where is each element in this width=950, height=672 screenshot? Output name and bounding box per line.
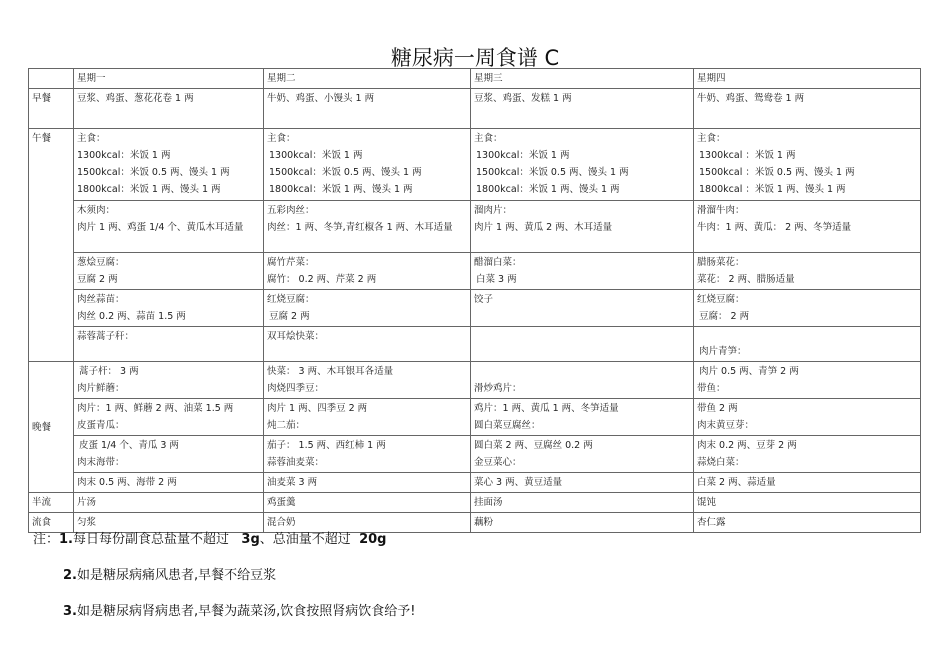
staple-option: 1300kcal：米饭 1 两: [77, 150, 171, 161]
liquid-cell: 藕粉: [471, 513, 694, 533]
staple-heading: 主食：: [77, 133, 106, 144]
staple-option: 1300kcal：米饭 1 两: [269, 150, 363, 161]
day-header: 星期三: [471, 69, 694, 89]
dish-cell: [74, 201, 264, 253]
staple-heading: 主食：: [697, 133, 726, 144]
dish-cell: [471, 399, 694, 436]
dish-cell: [264, 253, 471, 290]
staple-cell: [471, 129, 694, 201]
dish-ingredients: 肉丝 0.2 两、蒜苗 1.5 两: [77, 311, 186, 322]
dish-ingredients: 圆白菜 2 两、豆腐丝 0.2 两: [474, 440, 593, 451]
breakfast-cell: 豆浆、鸡蛋、发糕 1 两: [471, 89, 694, 129]
dish-cell: [74, 436, 264, 473]
dish-ingredients: 茄子： 1.5 两、西红柿 1 两: [267, 440, 386, 451]
dish-ingredients: 肉片 0.5 两、青笋 2 两: [699, 366, 799, 377]
dish-name: 木须肉：: [77, 205, 116, 216]
staple-option: 1500kcal ：米饭 0.5 两、馒头 1 两: [699, 167, 855, 178]
liquid-cell: 匀浆: [74, 513, 264, 533]
staple-option: 1500kcal：米饭 0.5 两、馒头 1 两: [269, 167, 422, 178]
semi-liquid-cell: 挂面汤: [471, 493, 694, 513]
dish-cell: [694, 290, 921, 327]
note-text: 每日每份副食总盐量不超过: [73, 532, 230, 547]
semi-liquid-row: [29, 493, 921, 513]
oil-limit: 20g: [359, 532, 387, 547]
dish-cell: [471, 436, 694, 473]
dish-cell: 油麦菜 3 两: [264, 473, 471, 493]
dish-name: 饺子: [474, 294, 494, 305]
lunch-dish-row: [29, 327, 921, 362]
dish-cell: [264, 201, 471, 253]
dish-cell: [264, 436, 471, 473]
liquid-cell: 混合奶: [264, 513, 471, 533]
dish-name: 肉末海带：: [77, 457, 125, 468]
dish-name: 肉烧四季豆：: [267, 383, 325, 394]
dish-cell: [694, 327, 921, 362]
day-header: 星期一: [74, 69, 264, 89]
staple-heading: 主食：: [267, 133, 296, 144]
table-header-row: [29, 69, 921, 89]
dish-cell: [694, 436, 921, 473]
header-corner: [29, 69, 74, 89]
dish-cell: [471, 362, 694, 399]
note-number: 2.: [63, 568, 77, 583]
breakfast-cell: 豆浆、鸡蛋、葱花花卷 1 两: [74, 89, 264, 129]
dish-name: 蒜蓉油麦菜：: [267, 457, 325, 468]
dish-name: 醋溜白菜：: [474, 257, 522, 268]
staple-option: 1800kcal：米饭 1 两、馒头 1 两: [269, 184, 413, 195]
meal-label: 早餐: [29, 89, 74, 129]
page-title: 糖尿病一周食谱 C: [390, 46, 560, 70]
salt-limit: 3g: [241, 532, 260, 547]
lunch-dish-row: [29, 290, 921, 327]
dish-cell: [74, 327, 264, 362]
dish-name: 肉丝蒜苗：: [77, 294, 125, 305]
dish-name: 五彩肉丝：: [267, 205, 315, 216]
dish-name: 红烧豆腐：: [267, 294, 315, 305]
dish-cell: 菜心 3 两、黄豆适量: [471, 473, 694, 493]
staple-option: 1800kcal：米饭 1 两、馒头 1 两: [77, 184, 221, 195]
meal-plan-table: [28, 68, 921, 533]
meal-label: 半流: [29, 493, 74, 513]
note-3: [63, 600, 415, 619]
note-text: 、总油量不超过: [259, 532, 351, 547]
dish-name: 带鱼：: [697, 383, 726, 394]
staple-option: 1300kcal：米饭 1 两: [476, 150, 570, 161]
dinner-dish-row: [29, 362, 921, 399]
dish-ingredients: 豆腐： 2 两: [699, 311, 750, 322]
dish-cell: [264, 399, 471, 436]
lunch-staple-row: [29, 129, 921, 201]
dish-name: 腊肠菜花：: [697, 257, 745, 268]
dish-ingredients: 腐竹： 0.2 两、芹菜 2 两: [267, 274, 377, 285]
dish-name: 炖二茄：: [267, 420, 306, 431]
dish-name: 腐竹芹菜：: [267, 257, 315, 268]
dish-name: 圆白菜豆腐丝：: [474, 420, 541, 431]
dish-cell: 肉末 0.5 两、海带 2 两: [74, 473, 264, 493]
dish-cell: [264, 362, 471, 399]
dish-cell: [74, 253, 264, 290]
meal-label: 晚餐: [29, 362, 74, 493]
dish-cell: [74, 290, 264, 327]
note-text: 如是糖尿病痛风患者,早餐不给豆浆: [76, 568, 277, 583]
dish-cell: [471, 253, 694, 290]
dinner-dish-row: [29, 399, 921, 436]
dish-cell: [74, 362, 264, 399]
dish-name: 滑溜牛肉：: [697, 205, 745, 216]
note-1: [33, 528, 386, 547]
day-header: 星期四: [694, 69, 921, 89]
dish-ingredients: 皮蛋 1/4 个、青瓜 3 两: [79, 440, 179, 451]
dish-ingredients: 白菜 3 两: [476, 274, 517, 285]
dish-name: 肉片鲜蘑：: [77, 383, 125, 394]
dish-name: 蒜烧白菜：: [697, 457, 745, 468]
dish-ingredients: 肉丝：1 两、冬笋,青红椒各 1 两、木耳适量: [267, 222, 453, 233]
dish-ingredients: 豆腐 2 两: [77, 274, 118, 285]
lunch-dish-row: [29, 253, 921, 290]
staple-cell: [74, 129, 264, 201]
dish-ingredients: 豆腐 2 两: [269, 311, 310, 322]
liquid-cell: 杏仁露: [694, 513, 921, 533]
dish-ingredients: 鸡片：1 两、黄瓜 1 两、冬笋适量: [474, 403, 619, 414]
meal-label: 流食: [29, 513, 74, 533]
dinner-dish-row: [29, 473, 921, 493]
dish-ingredients: [474, 363, 690, 380]
dish-cell: [471, 201, 694, 253]
dish-cell: [264, 327, 471, 362]
dish-name: 溜肉片：: [474, 205, 513, 216]
note-number: 1.: [59, 532, 73, 547]
dinner-dish-row: [29, 436, 921, 473]
dish-name: 双耳烩快菜：: [267, 331, 325, 342]
dish-name: 蒜蓉蒿子秆：: [77, 331, 135, 342]
day-header: 星期二: [264, 69, 471, 89]
dish-ingredients: 肉片 1 两、鸡蛋 1/4 个、黄瓜木耳适量: [77, 222, 244, 233]
staple-cell: [264, 129, 471, 201]
dish-name: 皮蛋青瓜：: [77, 420, 125, 431]
dish-ingredients: 肉片 1 两、四季豆 2 两: [267, 403, 368, 414]
note-2: [63, 564, 276, 583]
dish-name: 肉末黄豆芽：: [697, 420, 755, 431]
semi-liquid-cell: 鸡蛋羹: [264, 493, 471, 513]
staple-cell: [694, 129, 921, 201]
dish-cell: [471, 327, 694, 362]
breakfast-cell: 牛奶、鸡蛋、小馒头 1 两: [264, 89, 471, 129]
dish-cell: [694, 399, 921, 436]
dish-cell: [694, 362, 921, 399]
dish-cell: [694, 201, 921, 253]
dish-ingredients: 快菜： 3 两、木耳银耳各适量: [267, 366, 394, 377]
dish-ingredients: 肉片：1 两、鲜蘑 2 两、油菜 1.5 两: [77, 403, 234, 414]
dish-name: 红烧豆腐：: [697, 294, 745, 305]
dish-cell: [74, 399, 264, 436]
staple-option: 1500kcal：米饭 0.5 两、馒头 1 两: [476, 167, 629, 178]
semi-liquid-cell: 馄饨: [694, 493, 921, 513]
breakfast-cell: 牛奶、鸡蛋、鸳鸯卷 1 两: [694, 89, 921, 129]
note-text: 如是糖尿病肾病患者,早餐为蔬菜汤,饮食按照肾病饮食给予!: [76, 604, 416, 619]
dish-name: 金豆菜心：: [474, 457, 522, 468]
semi-liquid-cell: 片汤: [74, 493, 264, 513]
dish-ingredients: 菜花： 2 两、腊肠适量: [697, 274, 795, 285]
staple-option: 1500kcal：米饭 0.5 两、馒头 1 两: [77, 167, 230, 178]
dish-name: 肉片青笋：: [699, 346, 747, 357]
dish-cell: 白菜 2 两、蒜适量: [694, 473, 921, 493]
staple-heading: 主食：: [474, 133, 503, 144]
lunch-dish-row: [29, 201, 921, 253]
dish-name: 滑炒鸡片：: [474, 383, 522, 394]
dish-cell: [471, 290, 694, 327]
dish-name: 葱烩豆腐：: [77, 257, 125, 268]
dish-ingredients: 肉末 0.2 两、豆芽 2 两: [697, 440, 797, 451]
dish-cell: [694, 253, 921, 290]
staple-option: 1300kcal ：米饭 1 两: [699, 150, 796, 161]
meal-label: 午餐: [29, 129, 74, 362]
dish-ingredients: 蒿子杆： 3 两: [79, 366, 139, 377]
notes-prefix: 注：: [33, 532, 60, 547]
dish-ingredients: 肉片 1 两、黄瓜 2 两、木耳适量: [474, 222, 613, 233]
staple-option: 1800kcal ：米饭 1 两、馒头 1 两: [699, 184, 846, 195]
note-number: 3.: [63, 604, 77, 619]
breakfast-row: [29, 89, 921, 129]
dish-cell: [264, 290, 471, 327]
dish-ingredients: 带鱼 2 两: [697, 403, 738, 414]
staple-option: 1800kcal：米饭 1 两、馒头 1 两: [476, 184, 620, 195]
dish-ingredients: 牛肉：1 两、黄瓜： 2 两、冬笋适量: [697, 222, 852, 233]
